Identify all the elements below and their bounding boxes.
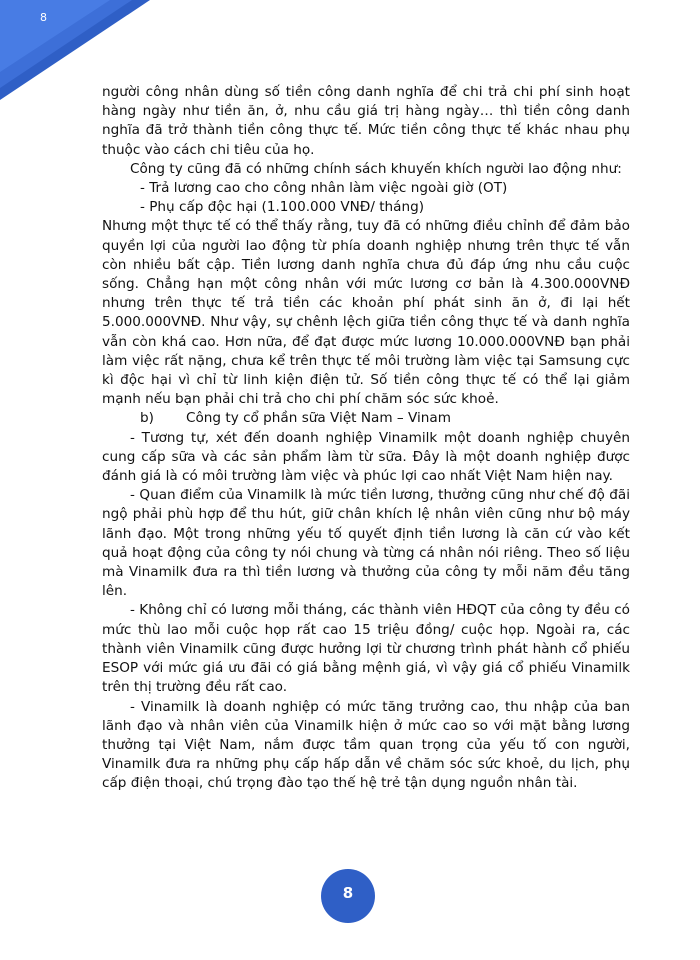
list-item: - Phụ cấp độc hại (1.100.000 VNĐ/ tháng) (140, 199, 425, 216)
paragraph: - Quan điểm của Vinamilk là mức tiền lương, thưởng cũng như chế độ đãi ngộ phải phù hợp để thu hút, giữ chân khích lệ nhân viên cũng như bộ máy lãnh đạo. Một trong những yếu tố quyết định tiền lương là căn cứ vào kết quả hoạt động của công ty nói chung và từng cá nhân nói riêng. Theo số liệu mà Vinamilk đưa ra thì tiền lương và thưởng của công ty mỗi năm đều tăng lên. (102, 487, 630, 600)
footer-page-number: 8 (342, 884, 354, 902)
section-title: Công ty cổ phần sữa Việt Nam – Vinam (186, 410, 451, 427)
paragraph: người công nhân dùng số tiền công danh nghĩa để chi trả chi phí sinh hoạt hàng ngày như tiền ăn, ở, nhu cầu giá trị hàng ngày… thì tiền công danh nghĩa đã trở thành tiền công thực tế. Mức tiền công thực tế khác nhau phụ thuộc vào cách chi tiêu của họ. (102, 84, 630, 158)
paragraph: - Tương tự, xét đến doanh nghiệp Vinamilk một doanh nghiệp chuyên cung cấp sữa và các sản phẩm làm từ sữa. Đây là một doanh nghiệp được đánh giá là có môi trường làm việc và phúc lợi cao nhất Việt Nam hiện nay. (102, 429, 630, 485)
paragraph: Công ty cũng đã có những chính sách khuyến khích người lao động như: (130, 160, 622, 177)
list-item: - Trả lương cao cho công nhân làm việc ngoài giờ (OT) (140, 180, 508, 197)
section-label: b) (140, 410, 154, 427)
paragraph: - Không chỉ có lương mỗi tháng, các thành viên HĐQT của công ty đều có mức thù lao mỗi cuộc họp rất cao 15 triệu đồng/ cuộc họp. Ngoài ra, các thành viên Vinamilk cũng được hưởng lợi từ chương trình phát hành cổ phiếu ESOP với mức giá ưu đãi có giá bằng mệnh giá, vì vậy giá cổ phiếu Vinamilk trên thị trường đều rất cao. (102, 602, 630, 696)
paragraph: Nhưng một thực tế có thể thấy rằng, tuy đã có những điều chỉnh để đảm bảo quyền lợi của người lao động từ phía doanh nghiệp nhưng trên thực tế vẫn còn nhiều bất cập. Tiền lương danh nghĩa chưa đủ đáp ứng nhu cầu cuộc sống. Chẳng hạn một công nhân với mức lương cơ bản là 4.300.000VNĐ nhưng trên thực tế trả tiền các khoản phí phát sinh ăn ở, đi lại hết 5.000.000VNĐ. Như vậy, sự chênh lệch giữa tiền công thực tế và danh nghĩa vẫn còn khá cao. Hơn nữa, để đạt được mức lương 10.000.000VNĐ bạn phải làm việc rất nặng, chưa kể trên thực tế môi trường làm việc tại Samsung cực kì độc hại vì chỉ từ linh kiện điện tử. Số tiền công thực tế có thể lại giảm mạnh nếu bạn phải chi trả cho chi phí chăm sóc sức khoẻ. (102, 218, 630, 408)
paragraph: - Vinamilk là doanh nghiệp có mức tăng trưởng cao, thu nhập của ban lãnh đạo và nhân viên của Vinamilk hiện ở mức cao so với mặt bằng lương thưởng tại Việt Nam, nắm được tầm quan trọng của yếu tố con người, Vinamilk đưa ra những phụ cấp hấp dẫn về chăm sóc sức khoẻ, du lịch, phụ cấp điện thoại, chú trọng đào tạo thế hệ trẻ tận dụng nguồn nhân tài. (102, 698, 630, 792)
document-body (102, 83, 630, 794)
section-heading (102, 409, 630, 428)
corner-page-number: 8 (40, 11, 47, 24)
